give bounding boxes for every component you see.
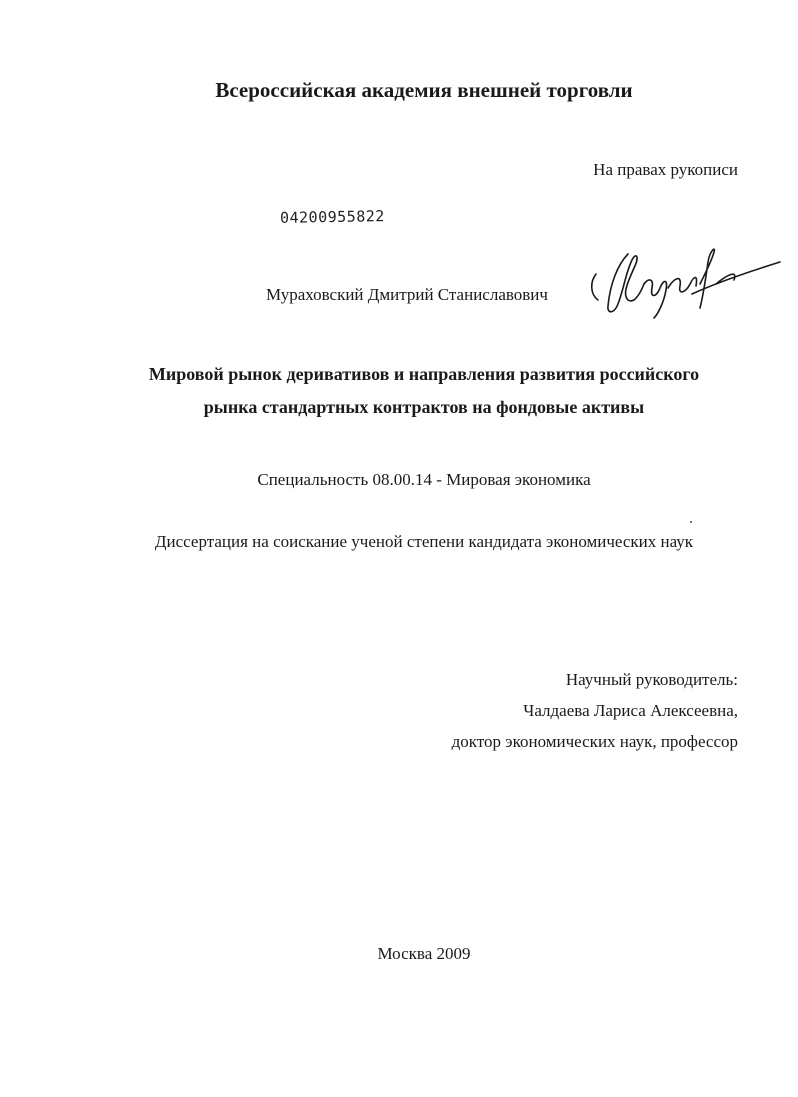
city-year: Москва 2009 — [377, 944, 471, 963]
dissertation-statement: Диссертация на соискание ученой степени кандидата экономических наук — [154, 532, 694, 551]
advisor-degree: доктор экономических наук, профессор — [451, 732, 738, 751]
specialty: Специальность 08.00.14 - Мировая экономика — [257, 470, 591, 489]
title-line-1: Мировой рынок деривативов и направления развития российского — [148, 364, 700, 384]
institution-name: Всероссийская академия внешней торговли — [215, 78, 633, 102]
signature-image — [588, 244, 784, 320]
advisor-name: Чалдаева Лариса Алексеевна, — [523, 701, 738, 720]
archive-number-stamp: 04200955822 — [279, 207, 385, 227]
manuscript-note: На правах рукописи — [593, 160, 738, 179]
author-name: Мураховский Дмитрий Станиславович — [266, 285, 548, 304]
scan-speck — [690, 521, 692, 523]
dissertation-title — [0, 358, 798, 424]
scientific-advisor — [452, 664, 738, 757]
title-line-2: рынка стандартных контрактов на фондовые активы — [203, 397, 645, 417]
advisor-label: Научный руководитель: — [565, 670, 738, 689]
